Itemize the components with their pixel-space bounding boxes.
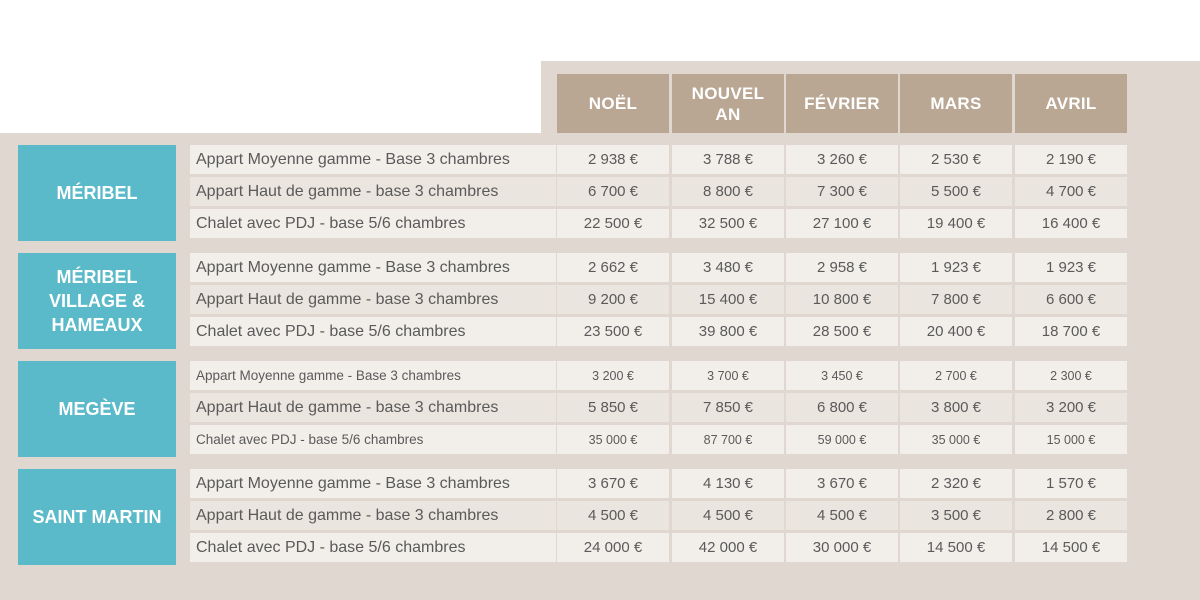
price-cell: 2 938 € bbox=[557, 145, 669, 174]
region-label: MÉRIBEL VILLAGE & HAMEAUX bbox=[18, 253, 176, 349]
accommodation-type: Appart Haut de gamme - base 3 chambres bbox=[190, 501, 556, 530]
price-cell: 2 320 € bbox=[900, 469, 1012, 498]
price-cell: 3 700 € bbox=[672, 361, 784, 390]
price-cell: 2 700 € bbox=[900, 361, 1012, 390]
price-cell: 3 260 € bbox=[786, 145, 898, 174]
table-row bbox=[190, 209, 1130, 238]
price-cell: 4 700 € bbox=[1015, 177, 1127, 206]
price-cell: 28 500 € bbox=[786, 317, 898, 346]
price-cell: 6 700 € bbox=[557, 177, 669, 206]
price-cell: 1 923 € bbox=[900, 253, 1012, 282]
accommodation-type: Chalet avec PDJ - base 5/6 chambres bbox=[190, 209, 556, 238]
table-row bbox=[190, 425, 1130, 454]
price-cell: 2 530 € bbox=[900, 145, 1012, 174]
accommodation-type: Appart Haut de gamme - base 3 chambres bbox=[190, 177, 556, 206]
price-cell: 27 100 € bbox=[786, 209, 898, 238]
table-row bbox=[190, 393, 1130, 422]
price-cell: 1 570 € bbox=[1015, 469, 1127, 498]
price-cell: 10 800 € bbox=[786, 285, 898, 314]
price-cell: 2 800 € bbox=[1015, 501, 1127, 530]
price-cell: 3 788 € bbox=[672, 145, 784, 174]
price-cell: 3 200 € bbox=[557, 361, 669, 390]
price-cell: 59 000 € bbox=[786, 425, 898, 454]
accommodation-type: Chalet avec PDJ - base 5/6 chambres bbox=[190, 317, 556, 346]
column-header-2: NOUVEL AN bbox=[672, 74, 784, 133]
table-row bbox=[190, 285, 1130, 314]
column-header-1: NOËL bbox=[557, 74, 669, 133]
price-cell: 1 923 € bbox=[1015, 253, 1127, 282]
price-cell: 7 800 € bbox=[900, 285, 1012, 314]
price-cell: 19 400 € bbox=[900, 209, 1012, 238]
price-cell: 23 500 € bbox=[557, 317, 669, 346]
price-cell: 2 662 € bbox=[557, 253, 669, 282]
table-row bbox=[190, 145, 1130, 174]
table-row bbox=[190, 533, 1130, 562]
accommodation-type: Appart Moyenne gamme - Base 3 chambres bbox=[190, 361, 556, 390]
accommodation-type: Appart Haut de gamme - base 3 chambres bbox=[190, 285, 556, 314]
price-cell: 3 450 € bbox=[786, 361, 898, 390]
accommodation-type: Appart Moyenne gamme - Base 3 chambres bbox=[190, 145, 556, 174]
price-cell: 35 000 € bbox=[900, 425, 1012, 454]
price-cell: 2 190 € bbox=[1015, 145, 1127, 174]
table-row bbox=[190, 253, 1130, 282]
column-header-5: AVRIL bbox=[1015, 74, 1127, 133]
price-cell: 15 000 € bbox=[1015, 425, 1127, 454]
price-cell: 2 958 € bbox=[786, 253, 898, 282]
price-cell: 14 500 € bbox=[1015, 533, 1127, 562]
table-row bbox=[190, 501, 1130, 530]
price-cell: 2 300 € bbox=[1015, 361, 1127, 390]
region-label: MÉRIBEL bbox=[18, 145, 176, 241]
price-cell: 3 500 € bbox=[900, 501, 1012, 530]
price-cell: 24 000 € bbox=[557, 533, 669, 562]
table-row bbox=[190, 177, 1130, 206]
price-cell: 5 500 € bbox=[900, 177, 1012, 206]
price-cell: 14 500 € bbox=[900, 533, 1012, 562]
price-cell: 8 800 € bbox=[672, 177, 784, 206]
price-cell: 18 700 € bbox=[1015, 317, 1127, 346]
accommodation-type: Chalet avec PDJ - base 5/6 chambres bbox=[190, 425, 556, 454]
price-cell: 87 700 € bbox=[672, 425, 784, 454]
price-cell: 22 500 € bbox=[557, 209, 669, 238]
region-label: MEGÈVE bbox=[18, 361, 176, 457]
price-cell: 20 400 € bbox=[900, 317, 1012, 346]
table-row bbox=[190, 317, 1130, 346]
price-cell: 32 500 € bbox=[672, 209, 784, 238]
accommodation-type: Appart Haut de gamme - base 3 chambres bbox=[190, 393, 556, 422]
accommodation-type: Appart Moyenne gamme - Base 3 chambres bbox=[190, 253, 556, 282]
price-cell: 35 000 € bbox=[557, 425, 669, 454]
table-row bbox=[190, 469, 1130, 498]
price-cell: 4 500 € bbox=[557, 501, 669, 530]
price-cell: 3 480 € bbox=[672, 253, 784, 282]
price-cell: 3 670 € bbox=[557, 469, 669, 498]
table-row bbox=[190, 361, 1130, 390]
price-cell: 7 300 € bbox=[786, 177, 898, 206]
price-cell: 6 800 € bbox=[786, 393, 898, 422]
price-cell: 9 200 € bbox=[557, 285, 669, 314]
price-cell: 5 850 € bbox=[557, 393, 669, 422]
price-cell: 42 000 € bbox=[672, 533, 784, 562]
price-cell: 3 200 € bbox=[1015, 393, 1127, 422]
price-cell: 4 500 € bbox=[672, 501, 784, 530]
price-cell: 3 800 € bbox=[900, 393, 1012, 422]
price-cell: 6 600 € bbox=[1015, 285, 1127, 314]
price-cell: 39 800 € bbox=[672, 317, 784, 346]
price-cell: 4 130 € bbox=[672, 469, 784, 498]
accommodation-type: Chalet avec PDJ - base 5/6 chambres bbox=[190, 533, 556, 562]
accommodation-type: Appart Moyenne gamme - Base 3 chambres bbox=[190, 469, 556, 498]
column-header-3: FÉVRIER bbox=[786, 74, 898, 133]
price-cell: 7 850 € bbox=[672, 393, 784, 422]
column-header-4: MARS bbox=[900, 74, 1012, 133]
price-cell: 3 670 € bbox=[786, 469, 898, 498]
price-cell: 15 400 € bbox=[672, 285, 784, 314]
region-label: SAINT MARTIN bbox=[18, 469, 176, 565]
price-cell: 30 000 € bbox=[786, 533, 898, 562]
price-cell: 16 400 € bbox=[1015, 209, 1127, 238]
price-cell: 4 500 € bbox=[786, 501, 898, 530]
